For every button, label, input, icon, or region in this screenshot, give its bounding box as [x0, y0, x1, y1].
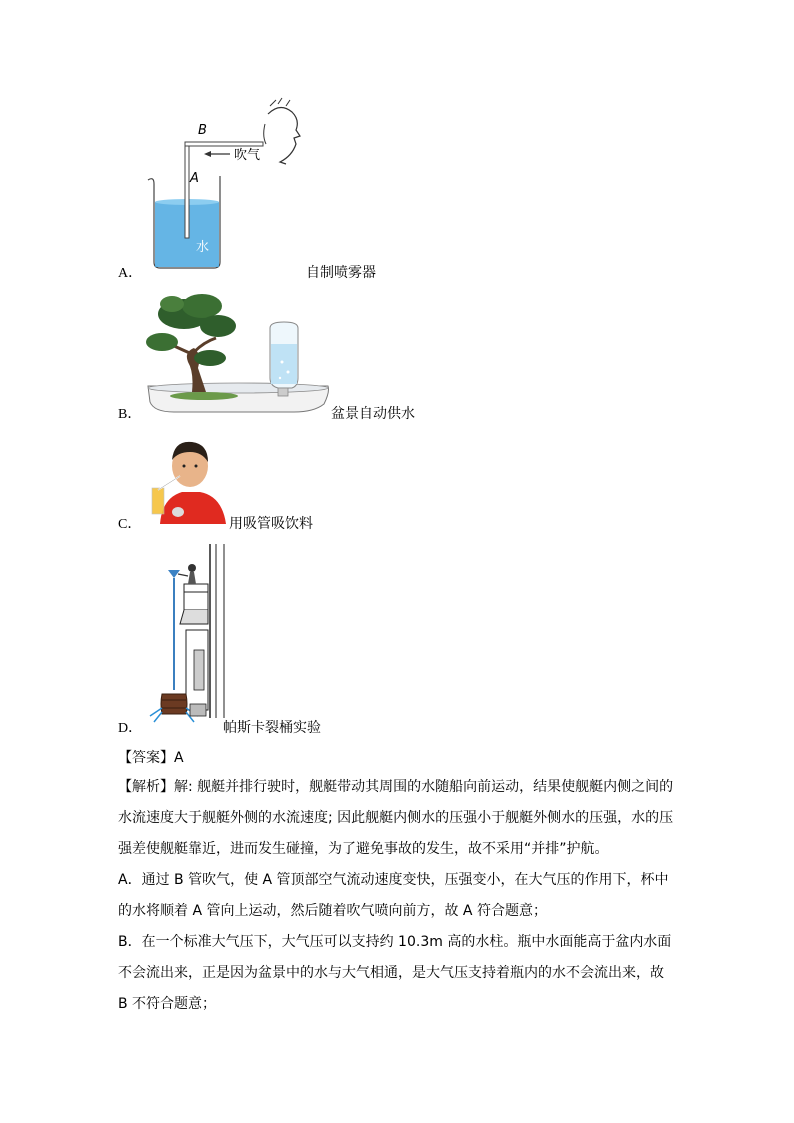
label-a: A [190, 171, 199, 186]
pascal-barrel-illustration [140, 540, 230, 724]
option-b-caption: 盆景自动供水 [331, 406, 415, 422]
answer-line: 【答案】A [118, 750, 184, 766]
option-b-letter: B． [118, 407, 142, 422]
label-b: B [198, 123, 207, 138]
label-water: 水 [196, 240, 210, 255]
option-c-letter: C． [118, 517, 142, 532]
option-a-letter: A． [118, 266, 143, 281]
option-c-caption: 用吸管吸饮料 [229, 516, 313, 532]
option-a-caption: 自制喷雾器 [306, 265, 376, 281]
sprayer-illustration [140, 96, 320, 276]
option-d-letter: D． [118, 721, 143, 736]
analysis-option-b: B．在一个标准大气压下，大气压可以支持约 10.3m 高的水柱。瓶中水面能高于盆内水面不会流出来，正是因为盆景中的水与大气相通，是大气压支持着瓶内的水不会流出来，故 B 不符合题意； [118, 934, 672, 1012]
child-drinking-photo [146, 432, 228, 524]
analysis-intro: 【解析】解: 舰艇并排行驶时，舰艇带动其周围的水随船向前运动，结果使舰艇内侧之间的水流速度大于舰艇外侧的水流速度; 因此舰艇内侧水的压强小于舰艇外侧水的压强，水的压强差使舰艇靠近，进而发生碰撞，为了避免事故的发生，故不采用“并排”护航。 [118, 779, 674, 857]
label-blow: 吹气 [234, 148, 261, 163]
bonsai-illustration [144, 292, 334, 416]
analysis-option-a: A．通过 B 管吹气，使 A 管顶部空气流动速度变快，压强变小，在大气压的作用下，杯中的水将顺着 A 管向上运动，然后随着吹气喷向前方，故 A 符合题意； [118, 872, 669, 919]
analysis-block [118, 772, 678, 1020]
option-d-caption: 帕斯卡裂桶实验 [223, 720, 321, 736]
